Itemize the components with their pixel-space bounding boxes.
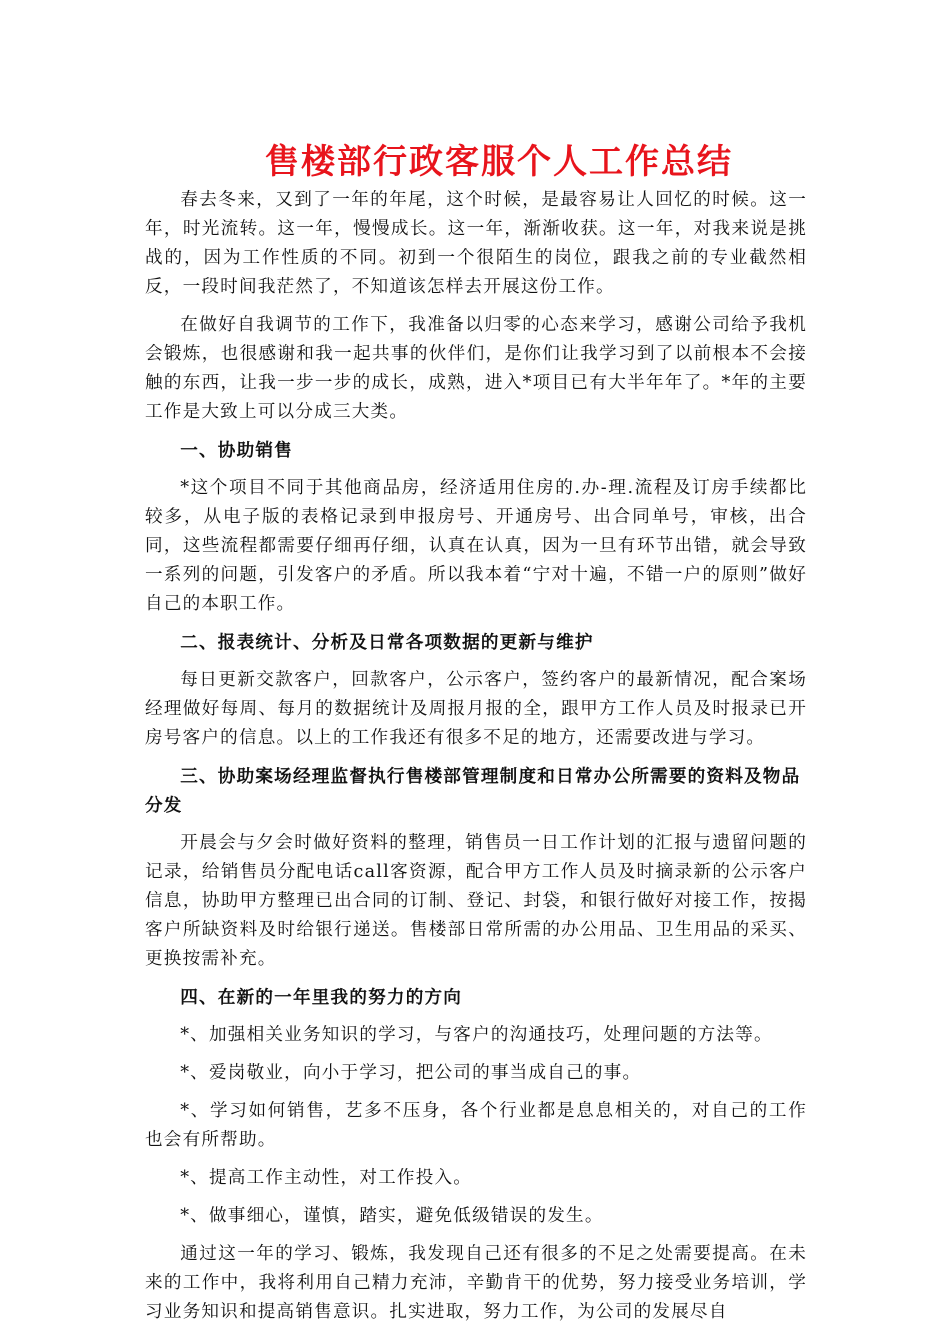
section-3-body: 开晨会与夕会时做好资料的整理，销售员一日工作计划的汇报与遗留问题的记录，给销售员分配电话call客资源，配合甲方工作人员及时摘录新的公示客户信息，协助甲方整理已出合同的订制、登记、封袋，和银行做好对接工作，按揭客户所缺资料及时给银行递送。售楼部日常所需的办公用品、卫生用品的采买、更换按需补充。 bbox=[145, 833, 807, 969]
section-2-body: 每日更新交款客户，回款客户，公示客户，签约客户的最新情况，配合案场经理做好每周、每月的数据统计及周报月报的全，跟甲方工作人员及时报录已开房号客户的信息。以上的工作我还有很多不足的地方，还需要改进与学习。 bbox=[145, 670, 807, 748]
closing-paragraph: 通过这一年的学习、锻炼，我发现自己还有很多的不足之处需要提高。在未来的工作中，我将利用自己精力充沛，辛勤肯干的优势，努力接受业务培训，学习业务知识和提高销售意识。扎实进取，努力工作，为公司的发展尽自 bbox=[145, 1244, 807, 1322]
section-3-heading: 三、协助案场经理监督执行售楼部管理制度和日常办公所需要的资料及物品分发 bbox=[145, 766, 801, 816]
goal-item-1: *、加强相关业务知识的学习，与客户的沟通技巧，处理问题的方法等。 bbox=[180, 1025, 773, 1045]
goal-item-2: *、爱岗敬业，向小于学习，把公司的事当成自己的事。 bbox=[180, 1063, 642, 1083]
goal-item-3: *、学习如何销售，艺多不压身，各个行业都是息息相关的，对自己的工作也会有所帮助。 bbox=[145, 1101, 807, 1150]
document-title: 售楼部行政客服个人工作总结 bbox=[265, 142, 733, 182]
intro-paragraph-1: 春去冬来，又到了一年的年尾，这个时候，是最容易让人回忆的时候。这一年，时光流转。这一年，慢慢成长。这一年，渐渐收获。这一年，对我来说是挑战的，因为工作性质的不同。初到一个很陌生的岗位，跟我之前的专业截然相反，一段时间我茫然了，不知道该怎样去开展这份工作。 bbox=[145, 190, 807, 297]
document-body bbox=[145, 140, 807, 1336]
section-4-heading: 四、在新的一年里我的努力的方向 bbox=[180, 987, 463, 1008]
section-1-body: *这个项目不同于其他商品房，经济适用住房的.办-理.流程及订房手续都比较多，从电子版的表格记录到申报房号、开通房号、出合同单号，审核，出合同，这些流程都需要仔细再仔细，认真在认真，因为一旦有环节出错，就会导致一系列的问题，引发客户的矛盾。所以我本着“宁对十遍，不错一户的原则”做好自己的本职工作。 bbox=[145, 478, 807, 614]
section-2-heading: 二、报表统计、分析及日常各项数据的更新与维护 bbox=[180, 632, 594, 653]
intro-paragraph-2: 在做好自我调节的工作下，我准备以归零的心态来学习，感谢公司给予我机会锻炼，也很感谢和我一起共事的伙伴们，是你们让我学习到了以前根本不会接触的东西，让我一步一步的成长，成熟，进入*项目已有大半年年了。*年的主要工作是大致上可以分成三大类。 bbox=[145, 315, 807, 422]
goal-item-5: *、做事细心，谨慎，踏实，避免低级错误的发生。 bbox=[180, 1206, 604, 1226]
goal-item-4: *、提高工作主动性，对工作投入。 bbox=[180, 1168, 473, 1188]
section-1-heading: 一、协助销售 bbox=[180, 440, 293, 461]
